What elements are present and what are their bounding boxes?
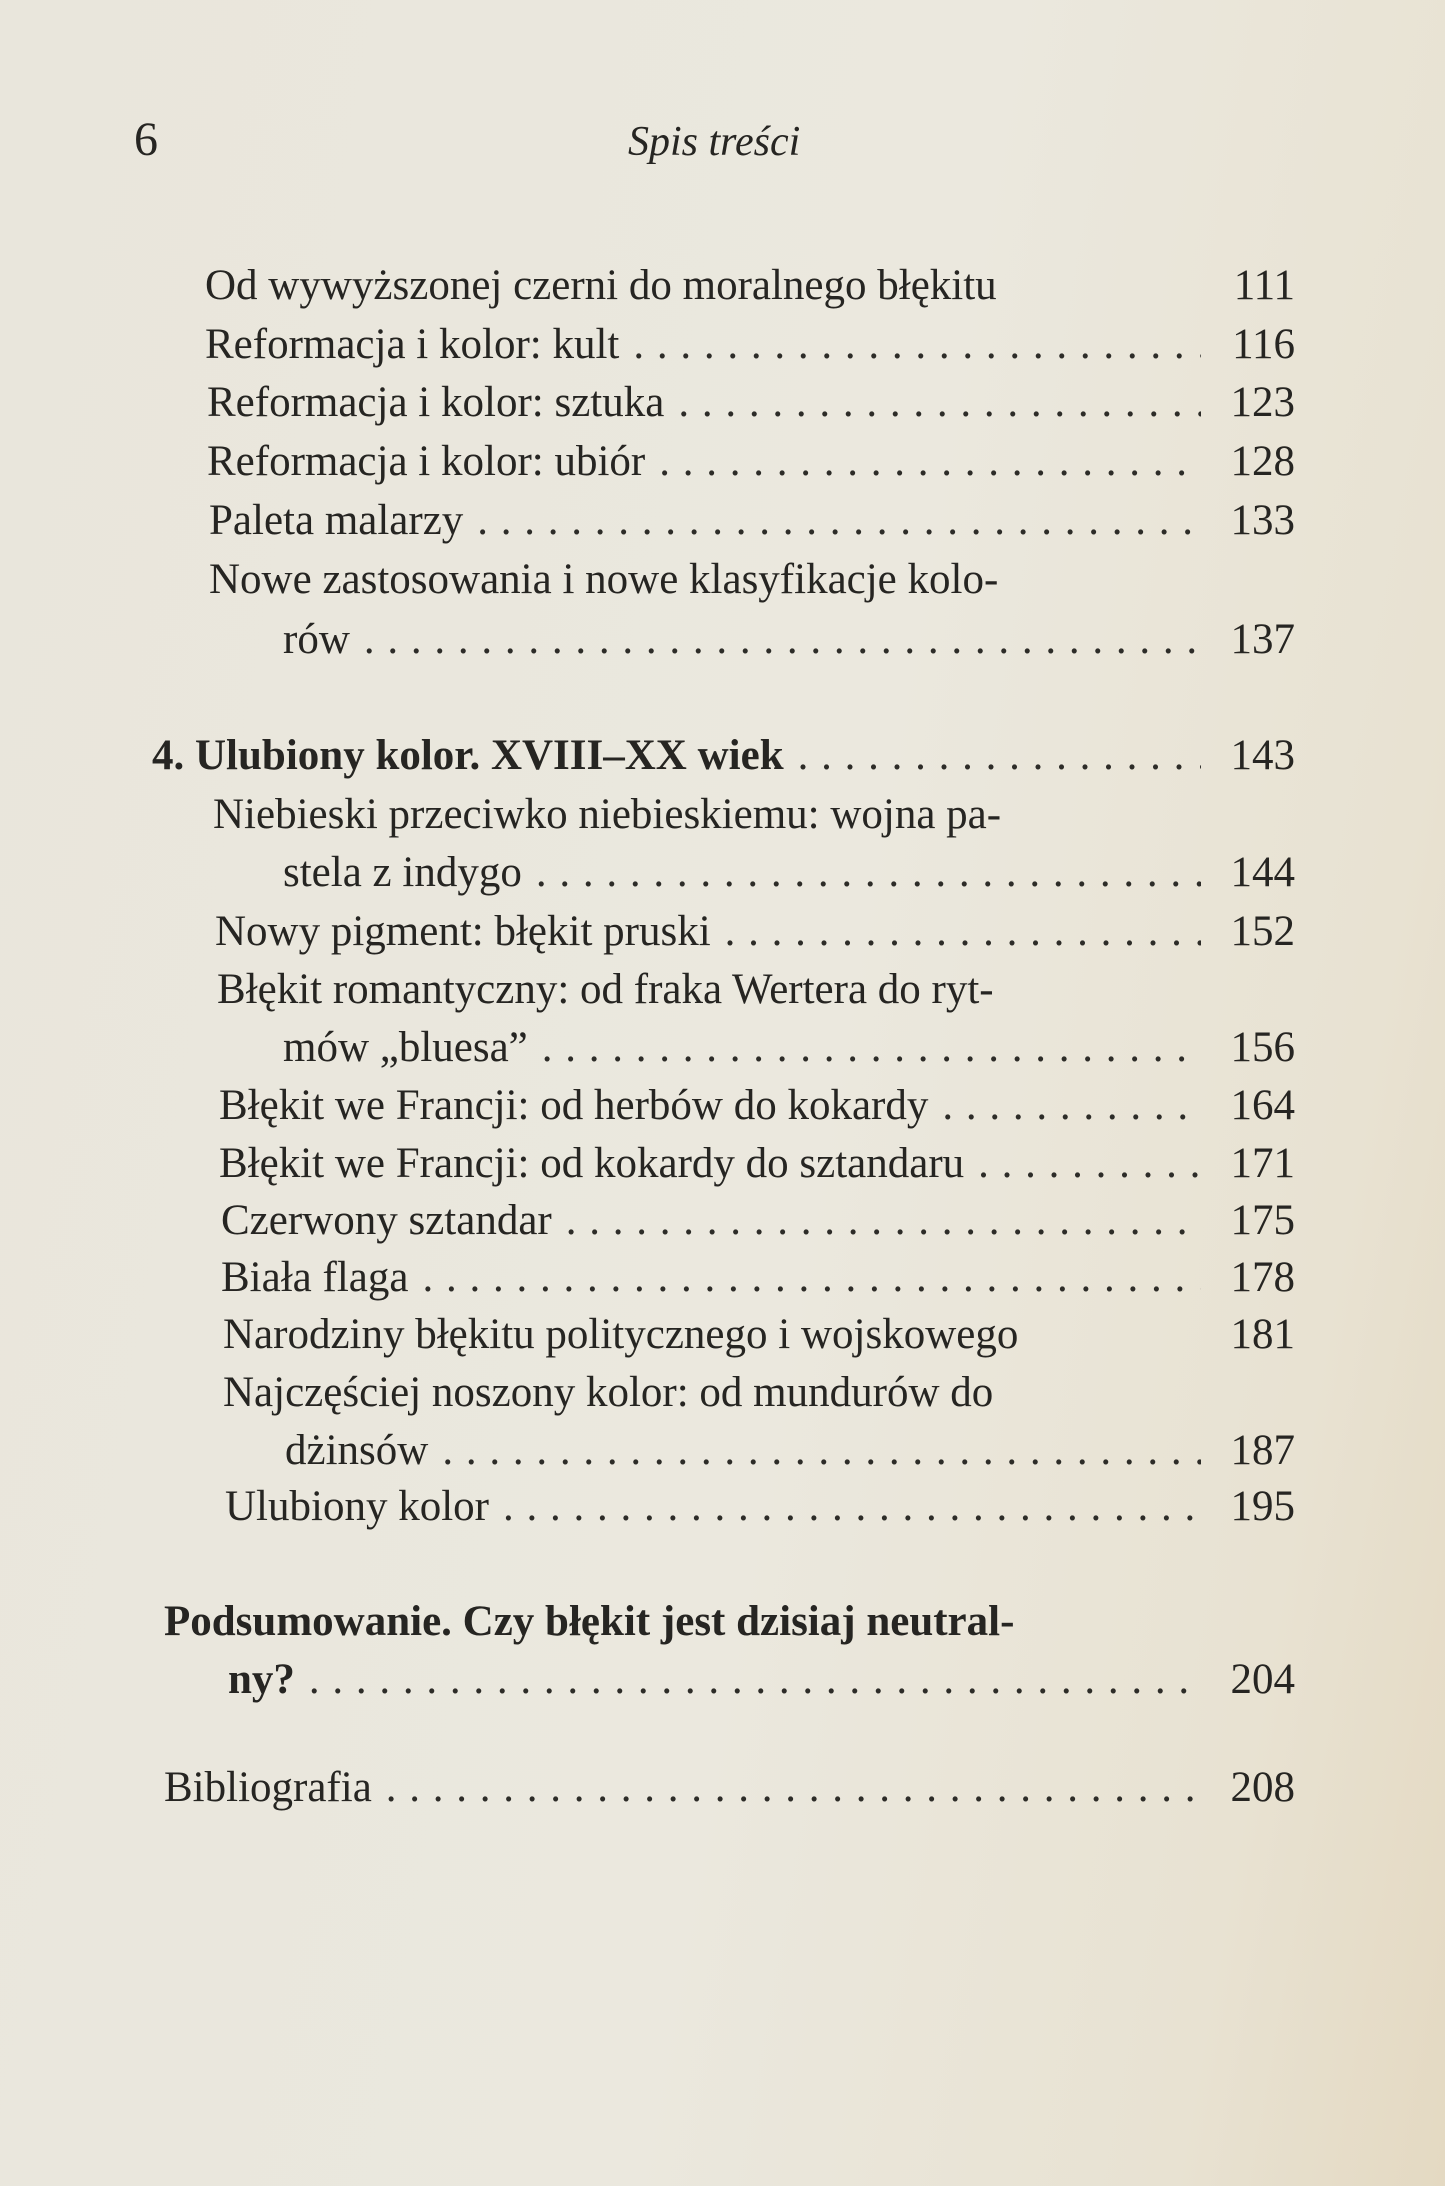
dot-leader [566,1191,1201,1251]
toc-bibliography-page: 208 [1230,1764,1295,1811]
toc-bibliography [164,1758,1295,1818]
toc-chapter-page: 204 [1230,1656,1295,1703]
toc-entry-title: Ulubiony kolor [225,1483,489,1530]
toc-entry-page: 152 [1230,908,1295,955]
toc-entry-title: Biała flaga [221,1254,409,1301]
running-head: Spis treści [628,119,801,165]
toc-entry-title: Reformacja i kolor: sztuka [207,379,665,426]
toc-entry-page: 181 [1230,1311,1295,1358]
toc-entry [205,315,1295,375]
toc-entry-title: Niebieski przeciwko niebieskiemu: wojna pa- [213,791,1002,838]
toc-chapter-title: 4. Ulubiony kolor. XVIII–XX wiek [152,732,784,779]
toc-entry-title-cont: stela z indygo [283,849,522,896]
toc-entry [205,256,1295,316]
toc-entry-line1 [217,960,1295,1020]
toc-entry [225,1477,1295,1537]
dot-leader [978,1134,1201,1194]
toc-entry-title: Narodziny błękitu politycznego i wojskowego [223,1311,1019,1358]
toc-entry [223,1305,1295,1365]
dot-leader [442,1421,1201,1481]
toc-entry-title: Błękit romantyczny: od fraka Wertera do ryt- [217,966,994,1013]
toc-entry-page: 175 [1230,1197,1295,1244]
toc-entry-page: 137 [1230,616,1295,663]
toc-entry-page: 164 [1230,1082,1295,1129]
page-number: 6 [134,113,158,166]
dot-leader [364,610,1201,670]
toc-entry-title: Nowy pigment: błękit pruski [215,908,711,955]
toc-entry [221,1248,1295,1308]
toc-entry-page: 111 [1233,262,1295,309]
toc-entry-title: Najczęściej noszony kolor: od mundurów do [223,1369,994,1416]
toc-entry [209,491,1295,551]
toc-entry-line2 [283,610,1295,670]
toc-entry-title: Reformacja i kolor: kult [205,321,620,368]
toc-entry-line1 [209,550,1295,610]
toc-entry [215,902,1295,962]
dot-leader [536,843,1201,903]
toc-chapter-line2 [228,1650,1295,1710]
dot-leader [942,1076,1201,1136]
toc-entry-page: 178 [1230,1254,1295,1301]
toc-chapter-title: Podsumowanie. Czy błękit jest dzisiaj neutral- [164,1598,1015,1645]
toc-entry-title: Reformacja i kolor: ubiór [207,438,646,485]
toc-entry-page: 128 [1230,438,1295,485]
dot-leader [725,902,1201,962]
dot-leader [798,726,1201,786]
toc-entry-page: 123 [1230,379,1295,426]
toc-entry-line2 [283,843,1295,903]
toc-entry-line1 [223,1363,1295,1423]
toc-entry-page: 156 [1230,1024,1295,1071]
toc-bibliography-title: Bibliografia [164,1764,372,1811]
dot-leader [542,1018,1201,1078]
toc-entry-title: Od wywyższonej czerni do moralnego błękitu [205,262,997,309]
toc-entry-title: Błękit we Francji: od kokardy do sztandaru [219,1140,965,1187]
toc-entry-page: 144 [1230,849,1295,896]
toc-entry-title: Błękit we Francji: od herbów do kokardy [219,1082,929,1129]
dot-leader [386,1758,1201,1818]
toc-chapter-line1 [164,1592,1295,1652]
toc-entry-title-cont: rów [283,616,350,663]
toc-entry-page: 171 [1230,1140,1295,1187]
toc-entry-title: Paleta malarzy [209,497,464,544]
toc-chapter-title-cont: ny? [228,1656,295,1703]
toc-entry-page: 116 [1232,321,1295,368]
toc-entry-title: Nowe zastosowania i nowe klasyfikacje kolo- [209,556,999,603]
toc-chapter-page: 143 [1230,732,1295,779]
toc-entry-title: Czerwony sztandar [221,1197,552,1244]
toc-entry-line2 [283,1018,1295,1078]
dot-leader [477,491,1201,551]
toc-entry-page: 133 [1230,497,1295,544]
toc-entry-title-cont: dżinsów [285,1427,429,1474]
toc-chapter [152,726,1295,786]
toc-entry [219,1134,1295,1194]
toc-entry-title-cont: mów „bluesa” [283,1024,528,1071]
dot-leader [309,1650,1201,1710]
toc-entry [221,1191,1295,1251]
toc-entry-page: 187 [1230,1427,1295,1474]
dot-leader [633,315,1201,375]
toc-entry [207,432,1295,492]
dot-leader [503,1477,1201,1537]
toc-entry-page: 195 [1230,1483,1295,1530]
toc-entry [219,1076,1295,1136]
dot-leader [678,373,1201,433]
dot-leader [659,432,1201,492]
toc-entry-line2 [285,1421,1295,1481]
toc-entry [207,373,1295,433]
toc-entry-line1 [213,785,1295,845]
dot-leader [422,1248,1201,1308]
